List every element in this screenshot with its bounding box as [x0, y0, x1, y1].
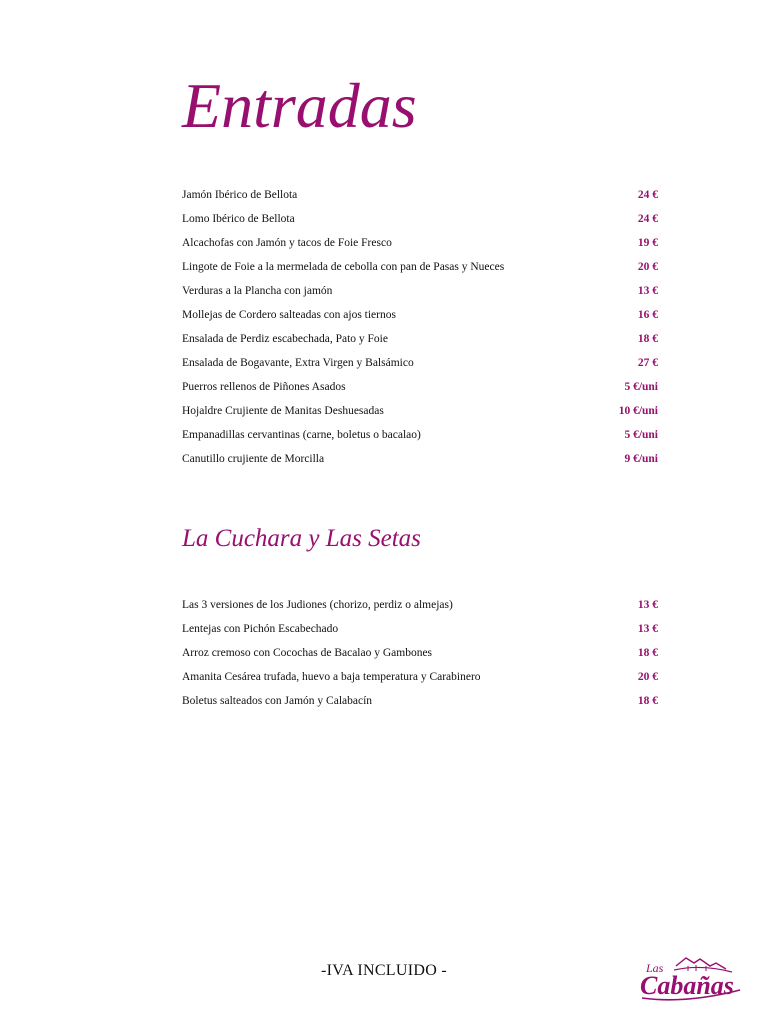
menu-item-price: 19 € — [637, 237, 658, 249]
menu-item — [182, 375, 658, 399]
menu-item — [182, 593, 658, 617]
menu-item-price: 27 € — [637, 357, 658, 369]
menu-item-name: Jamón Ibérico de Bellota — [182, 189, 298, 201]
menu-item-name: Lentejas con Pichón Escabechado — [182, 623, 339, 635]
menu-item-name: Amanita Cesárea trufada, huevo a baja temperatura y Carabinero — [182, 671, 481, 683]
menu-item-price: 18 € — [637, 647, 658, 659]
menu-item — [182, 399, 658, 423]
menu-item-price: 16 € — [637, 309, 658, 321]
menu-item-name: Canutillo crujiente de Morcilla — [182, 453, 325, 465]
section-title-entradas: Entradas — [182, 70, 417, 141]
menu-item — [182, 303, 658, 327]
menu-item-name: Verduras a la Plancha con jamón — [182, 285, 333, 297]
tax-included-note: -IVA INCLUIDO - — [321, 962, 447, 979]
menu-item-price: 10 €/uni — [618, 405, 658, 417]
menu-item-name: Ensalada de Bogavante, Extra Virgen y Balsámico — [182, 357, 414, 369]
menu-item-price: 13 € — [637, 285, 658, 297]
menu-item — [182, 665, 658, 689]
menu-item-price: 5 €/uni — [624, 381, 658, 393]
menu-item-name: Empanadillas cervantinas (carne, boletus o bacalao) — [182, 429, 421, 441]
las-cabanas-logo — [636, 944, 746, 1004]
menu-list-cuchara — [182, 593, 658, 713]
menu-item-price: 20 € — [637, 261, 658, 273]
menu-item-price: 24 € — [637, 213, 658, 225]
menu-item — [182, 447, 658, 471]
menu-item-price: 18 € — [637, 333, 658, 345]
menu-item-name: Arroz cremoso con Cocochas de Bacalao y Gambones — [182, 647, 433, 659]
menu-item — [182, 327, 658, 351]
section-title-cuchara: La Cuchara y Las Setas — [182, 525, 421, 552]
menu-item-name: Boletus salteados con Jamón y Calabacín — [182, 695, 373, 707]
menu-item — [182, 279, 658, 303]
menu-item-name: Alcachofas con Jamón y tacos de Foie Fresco — [182, 237, 392, 249]
menu-item — [182, 255, 658, 279]
menu-item-price: 13 € — [637, 599, 658, 611]
menu-item-name: Lingote de Foie a la mermelada de cebolla con pan de Pasas y Nueces — [182, 261, 505, 273]
menu-item-name: Puerros rellenos de Piñones Asados — [182, 381, 346, 393]
menu-item-price: 5 €/uni — [624, 429, 658, 441]
menu-item-price: 9 €/uni — [624, 453, 658, 465]
menu-list-entradas — [182, 183, 658, 471]
menu-item — [182, 423, 658, 447]
logo-text-cabanas: Cabañas — [640, 971, 734, 1000]
menu-item-name: Hojaldre Crujiente de Manitas Deshuesadas — [182, 405, 384, 417]
menu-item — [182, 641, 658, 665]
menu-item — [182, 231, 658, 255]
menu-item-name: Lomo Ibérico de Bellota — [182, 213, 295, 225]
menu-item — [182, 351, 658, 375]
menu-item — [182, 183, 658, 207]
menu-item — [182, 617, 658, 641]
menu-item — [182, 207, 658, 231]
menu-item-name: Las 3 versiones de los Judiones (chorizo, perdiz o almejas) — [182, 599, 453, 611]
menu-item-name: Ensalada de Perdiz escabechada, Pato y Foie — [182, 333, 388, 345]
menu-item-price: 24 € — [637, 189, 658, 201]
menu-item-name: Mollejas de Cordero salteadas con ajos tiernos — [182, 309, 396, 321]
menu-item-price: 13 € — [637, 623, 658, 635]
menu-item-price: 18 € — [637, 695, 658, 707]
menu-item — [182, 689, 658, 713]
logo-text-las: Las — [646, 961, 664, 975]
menu-item-price: 20 € — [637, 671, 658, 683]
